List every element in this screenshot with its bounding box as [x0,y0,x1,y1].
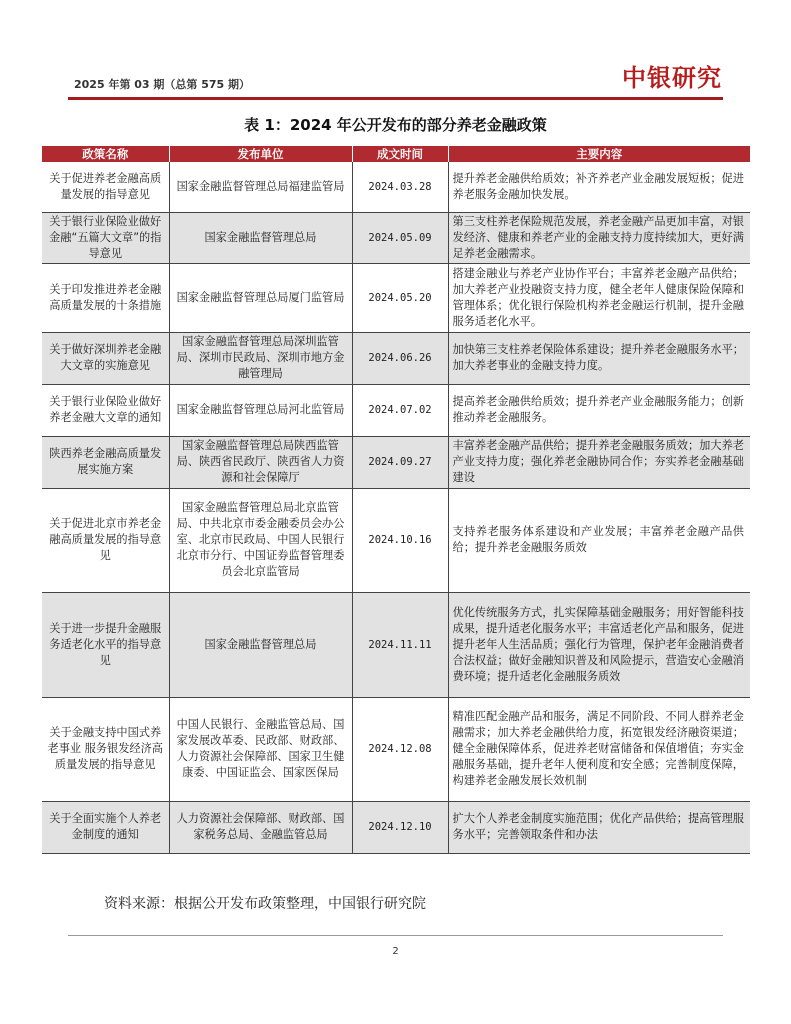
issue-date: 2024.05.20 [352,263,448,332]
issuing-unit: 国家金融监督管理总局河北监管局 [169,384,352,436]
column-header: 主要内容 [448,146,750,162]
issue-date: 2024.12.10 [352,801,448,853]
policy-name: 关于进一步提升金融服务适老化水平的指导意见 [42,592,169,697]
source-note: 资料来源：根据公开发布政策整理，中国银行研究院 [104,896,426,912]
issue-date: 2024.10.16 [352,488,448,592]
issue-date: 2024.09.27 [352,436,448,488]
issuing-unit: 国家金融监督管理总局厦门监管局 [169,263,352,332]
table-title: 表 1：2024 年公开发布的部分养老金融政策 [244,116,547,134]
policy-name: 陕西养老金融高质量发展实施方案 [42,436,169,488]
issue-date: 2024.05.09 [352,212,448,263]
issue-date: 2024.11.11 [352,592,448,697]
main-content: 提升养老金融供给质效；补齐养老产业金融发展短板；促进养老服务金融加快发展。 [448,162,750,212]
policy-name: 关于促进北京市养老金融高质量发展的指导意见 [42,488,169,592]
policy-name: 关于促进养老金融高质量发展的指导意见 [42,162,169,212]
main-content: 优化传统服务方式，扎实保障基础金融服务；用好智能科技成果，提升适老化服务水平；丰富适老化产品和服务，促进提升老年人生活品质；强化行为管理，保护老年金融消费者合法权益；做好金融知识普及和风险提示，营造安心金融消费环境；提升适老化金融服务质效 [448,592,750,697]
column-header: 成文时间 [352,146,448,162]
main-content: 精准匹配金融产品和服务，满足不同阶段、不同人群养老金融需求；加大养老金融供给力度，拓宽银发经济融资渠道；健全金融保障体系，促进养老财富储备和保值增值；夯实金融服务基础，提升老年人便利度和安全感；完善制度保障，构建养老金融发展长效机制 [448,697,750,801]
column-header: 发布单位 [169,146,352,162]
policy-name: 关于银行业保险业做好养老金融大文章的通知 [42,384,169,436]
main-content: 支持养老服务体系建设和产业发展；丰富养老金融产品供给；提升养老金融服务质效 [448,488,750,592]
header-divider [68,97,723,100]
brand-logo: 中银研究 [622,63,722,92]
main-content: 提高养老金融供给质效；提升养老产业金融服务能力；创新推动养老金融服务。 [448,384,750,436]
issuing-unit: 国家金融监督管理总局 [169,592,352,697]
issuing-unit: 国家金融监督管理总局北京监管局、中共北京市委金融委员会办公室、北京市民政局、中国人民银行北京市分行、中国证券监督管理委员会北京监管局 [169,488,352,592]
policy-name: 关于全面实施个人养老金制度的通知 [42,801,169,853]
table-row [42,332,750,384]
policy-name: 关于印发推进养老金融高质量发展的十条措施 [42,263,169,332]
table-row [42,592,750,697]
issue-date: 2024.07.02 [352,384,448,436]
issuing-unit: 国家金融监督管理总局陕西监管局、陕西省民政厅、陕西省人力资源和社会保障厅 [169,436,352,488]
issue-date: 2024.03.28 [352,162,448,212]
table-row [42,488,750,592]
table-row [42,162,750,212]
table-row [42,212,750,263]
table-row [42,436,750,488]
issue-label: 2025 年第 03 期（总第 575 期） [74,78,251,91]
main-content: 扩大个人养老金制度实施范围；优化产品供给；提高管理服务水平；完善领取条件和办法 [448,801,750,853]
main-content: 第三支柱养老保险规范发展，养老金融产品更加丰富，对银发经济、健康和养老产业的金融支持力度持续加大，更好满足养老金融需求。 [448,212,750,263]
issue-date: 2024.06.26 [352,332,448,384]
policy-name: 关于金融支持中国式养老事业 服务银发经济高质量发展的指导意见 [42,697,169,801]
issuing-unit: 国家金融监督管理总局 [169,212,352,263]
issue-date: 2024.12.08 [352,697,448,801]
footer-divider [68,935,723,936]
table-row [42,384,750,436]
policy-name: 关于做好深圳养老金融大文章的实施意见 [42,332,169,384]
issuing-unit: 人力资源社会保障部、财政部、国家税务总局、金融监管总局 [169,801,352,853]
issuing-unit: 国家金融监督管理总局福建监管局 [169,162,352,212]
issuing-unit: 中国人民银行、金融监管总局、国家发展改革委、民政部、财政部、人力资源社会保障部、国家卫生健康委、中国证监会、国家医保局 [169,697,352,801]
main-content: 丰富养老金融产品供给；提升养老金融服务质效；加大养老产业支持力度；强化养老金融协同合作；夯实养老金融基础建设 [448,436,750,488]
table-row [42,801,750,853]
issuing-unit: 国家金融监督管理总局深圳监管局、深圳市民政局、深圳市地方金融管理局 [169,332,352,384]
column-header: 政策名称 [42,146,169,162]
page-number: 2 [392,946,399,957]
table-row [42,263,750,332]
table-header-row [42,146,750,162]
table-row [42,697,750,801]
policy-table [42,146,750,854]
main-content: 加快第三支柱养老保险体系建设；提升养老金融服务水平；加大养老事业的金融支持力度。 [448,332,750,384]
policy-name: 关于银行业保险业做好金融“五篇大文章”的指导意见 [42,212,169,263]
main-content: 搭建金融业与养老产业协作平台；丰富养老金融产品供给；加大养老产业投融资支持力度，健全老年人健康保险保障和管理体系；优化银行保险机构养老金融运行机制，提升金融服务适老化水平。 [448,263,750,332]
